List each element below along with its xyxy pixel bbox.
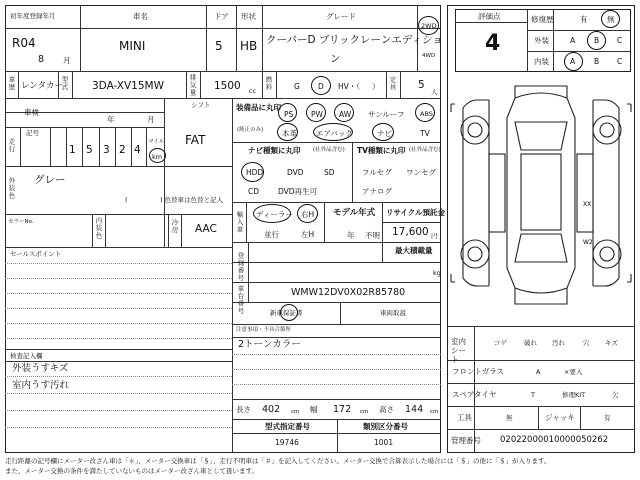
interior-sheet-label: 室内シート xyxy=(451,337,466,364)
nav-cd: CD xyxy=(248,187,260,196)
equipment-label: 装備品に丸印 xyxy=(236,103,281,112)
fuel-close: ） xyxy=(372,82,380,91)
score-label: 評価点 xyxy=(478,12,501,21)
load-unit: kg xyxy=(433,269,441,277)
sheet-hole: 穴 xyxy=(583,339,590,347)
nav-label: ナビ種類に丸印 xyxy=(248,146,301,155)
doc-manual: 車両取説 xyxy=(380,309,406,317)
color-no-label: カラーNo. xyxy=(8,219,34,225)
tv-fullseg: フルセグ xyxy=(362,168,392,177)
import-right: 右H xyxy=(301,210,315,219)
model-year-unknown: 不明 xyxy=(365,231,380,240)
equip-pw: PW xyxy=(311,110,323,119)
jack-value: 有 xyxy=(604,414,611,422)
nav-dvd-play: DVD再生可 xyxy=(278,187,318,196)
import-dealer-circle xyxy=(253,204,291,223)
reg-no-label: 登録番号 xyxy=(236,252,245,282)
repair-yes: 有 xyxy=(580,15,588,24)
car-damage-diagram xyxy=(449,78,633,318)
nav-sd: SD xyxy=(324,168,335,177)
grade-line1: クーパーD ブリックレーンエディショ xyxy=(266,34,443,46)
usage-label: 車歴 xyxy=(7,76,16,91)
displacement: 1500 xyxy=(214,80,241,92)
tools-value: 無 xyxy=(506,414,513,422)
car-name-label: 車名 xyxy=(133,12,148,21)
len-value: 402 xyxy=(262,404,281,415)
capacity-label: 定員 xyxy=(388,76,397,91)
equip-ps: PS xyxy=(284,110,294,119)
repair-no: 無 xyxy=(607,15,615,24)
mileage-label: 走行 xyxy=(7,138,16,153)
height-unit: cm xyxy=(430,409,439,415)
shape-value: HB xyxy=(240,39,258,53)
mileage-unit-km: km xyxy=(152,153,163,161)
inspector-line-1: 外装うすキズ xyxy=(12,363,69,374)
reg-month-unit: 月 xyxy=(63,56,71,65)
repair-label: 修復歴 xyxy=(531,15,554,24)
width-label: 幅 xyxy=(310,405,318,414)
shift-value: FAT xyxy=(185,133,206,147)
class-value: 1001 xyxy=(374,438,394,447)
interior-label: 内装色 xyxy=(94,217,103,240)
mileage-digit-5: 4 xyxy=(134,144,141,156)
footer-line-1: 走行距離の記号欄にメーター改ざん車は「＊」、メーター交換車は「＄」、走行不明車は「＃」を記入してください。メーター交換で合算表示した場合には「＄」の他に「＄」が入ります。 xyxy=(5,457,551,465)
equip-navi-circle xyxy=(372,123,394,141)
cc-unit: cc xyxy=(249,87,257,95)
sheet-tear: 破れ xyxy=(524,339,537,347)
height-value: 144 xyxy=(405,404,424,415)
mileage-digit-2: 5 xyxy=(86,144,93,156)
load-label: 最大積載量 xyxy=(395,246,433,255)
fuel-hv: HV・（ xyxy=(338,82,361,91)
import-right-circle xyxy=(297,204,318,223)
equipment-sub: (純正のみ) xyxy=(237,127,264,133)
usage-value: レンタカー xyxy=(21,81,63,91)
equip-leather: 本革 xyxy=(282,129,297,138)
mileage-digit-label: 記号 xyxy=(26,129,39,137)
int-a: A xyxy=(570,57,576,66)
recycle-unit: 円 xyxy=(431,232,438,240)
model-value: 3DA-XV15MW xyxy=(92,80,164,92)
tv-oneseg: ワンセグ xyxy=(406,168,436,177)
equip-tv: TV xyxy=(420,129,430,138)
glass-a: A xyxy=(536,368,541,376)
equip-pw-circle xyxy=(306,103,326,122)
model-year-label: モデル年式 xyxy=(333,208,376,218)
score-value: 4 xyxy=(485,31,501,56)
type-cert-value: 19746 xyxy=(275,438,299,447)
import-label: 輸入車 xyxy=(235,211,244,234)
spare-missing: 欠 xyxy=(612,391,619,399)
reg-month: 8 xyxy=(38,54,45,65)
equip-aw: AW xyxy=(339,110,352,119)
nav-dvd: DVD xyxy=(287,168,304,177)
shape-label: 形状 xyxy=(241,12,256,21)
height-label: 高さ xyxy=(379,405,394,414)
width-value: 172 xyxy=(333,404,352,415)
mileage-unit-mile: マイル xyxy=(148,139,165,145)
equip-abs: ABS xyxy=(420,110,433,118)
int-a-circle xyxy=(564,52,583,71)
ext-label: 外装 xyxy=(534,36,549,45)
sheet-scratch: キズ xyxy=(605,339,618,347)
ac-label: 冷房 xyxy=(170,219,179,234)
import-parallel: 並行 xyxy=(264,230,279,239)
model-label: 型式 xyxy=(60,76,69,91)
color-label: 外装色 xyxy=(7,177,16,200)
reg-year: R04 xyxy=(12,36,36,50)
drive-4wd: 4WD xyxy=(422,53,436,59)
equip-navi: ナビ xyxy=(377,129,392,138)
ext-b-circle xyxy=(587,31,606,50)
glass-replace: ×要入 xyxy=(564,368,583,376)
tv-analog: アナログ xyxy=(362,187,392,196)
tv-sub: (社外品含む) xyxy=(409,147,441,153)
spare-label: スペアタイヤ xyxy=(452,390,497,399)
fuel-g: G xyxy=(294,82,300,91)
color-note: ( ) 色替車は色替と記入 xyxy=(125,196,224,204)
fuel-d-circle xyxy=(311,76,331,95)
special-label: 注意事項・不具合箇所 xyxy=(236,327,292,333)
sales-point-label: セールスポイント xyxy=(10,250,62,258)
diagram-mark-w2: W2 xyxy=(583,239,593,246)
mgmt-value: 02022000010000050262 xyxy=(500,435,609,445)
tools-label: 工具 xyxy=(457,413,472,422)
ac-value: AAC xyxy=(195,223,217,235)
capacity-value: 5 xyxy=(418,79,425,91)
car-name: MINI xyxy=(119,39,146,53)
int-b: B xyxy=(594,57,600,66)
ext-b: B xyxy=(594,36,600,45)
equip-aw-circle xyxy=(334,103,354,122)
equip-leather-circle xyxy=(277,123,298,141)
import-left: 左H xyxy=(301,230,315,239)
form-frame-left xyxy=(5,5,441,453)
inspection-month: 月 xyxy=(147,115,155,124)
shift-label: シフト xyxy=(191,101,211,109)
inspection-year: 年 xyxy=(107,115,115,124)
type-cert-label: 型式指定番号 xyxy=(265,422,310,431)
spare-kit: 修理KIT xyxy=(562,391,586,399)
equip-airbag-circle xyxy=(313,123,353,141)
footer-line-2: また、メーター交換の条件を満たしていないものはメーター改ざん車として扱います。 xyxy=(5,467,258,475)
grade-line2: ン xyxy=(330,53,341,65)
equip-ps-circle xyxy=(278,103,297,122)
mileage-digit-3: 3 xyxy=(103,144,110,156)
width-unit: cm xyxy=(360,409,369,415)
mileage-digit-1: 1 xyxy=(69,144,76,156)
grade-label: グレード xyxy=(326,12,356,21)
diagram-mark-xx: XX xyxy=(583,201,592,208)
glass-label: フロントガラス xyxy=(452,367,505,376)
inspection-label: 車検 xyxy=(24,108,39,117)
int-label: 内装 xyxy=(534,57,549,66)
sheet-stain: 汚れ xyxy=(552,339,565,347)
ext-c: C xyxy=(617,36,623,45)
tv-label: TV種類に丸印 xyxy=(357,146,406,155)
mileage-digit-4: 2 xyxy=(119,144,126,156)
class-label: 類別区分番号 xyxy=(363,422,408,431)
mgmt-label: 管理番号 xyxy=(451,436,481,445)
nav-hdd-circle xyxy=(241,162,264,182)
doc-warranty-circle xyxy=(280,304,298,321)
chassis-value: WMW12DV0X02R85780 xyxy=(291,287,406,298)
capacity-unit: 人 xyxy=(431,88,438,96)
int-c: C xyxy=(617,57,623,66)
chassis-label: 車台番号 xyxy=(236,285,245,315)
drive-2wd: 2WD xyxy=(421,22,437,30)
inspector-line-2: 室内うす汚れ xyxy=(12,380,70,391)
door-label: ドア xyxy=(214,12,229,21)
equip-abs-circle xyxy=(415,103,435,122)
nav-hdd: HDD xyxy=(246,168,264,177)
fuel-d: D xyxy=(318,82,324,91)
doc-warranty: 新車保証書 xyxy=(270,309,303,317)
inspector-label: 検査記入欄 xyxy=(10,352,43,360)
doors-value: 5 xyxy=(215,39,223,53)
drive-2wd-circle xyxy=(418,16,439,35)
disp-label: 排気量 xyxy=(188,74,197,97)
import-dealer: ディーラー xyxy=(256,210,293,219)
sheet-burn: コゲ xyxy=(494,339,507,347)
jack-label: ジャッキ xyxy=(545,413,575,422)
repair-no-circle xyxy=(601,10,620,28)
model-year-year: 年 xyxy=(347,231,355,240)
recycle-value: 17,600 xyxy=(392,226,429,238)
len-label: 長さ xyxy=(236,405,251,414)
len-unit: cm xyxy=(291,409,300,415)
special-value: 2トーンカラー xyxy=(238,339,301,350)
equip-airbag: エアバック xyxy=(316,129,353,138)
fuel-label: 燃料 xyxy=(264,76,273,91)
first-reg-label: 初年度登録年月 xyxy=(10,12,56,20)
ext-a: A xyxy=(570,36,576,45)
recycle-label: リサイクル預託金 xyxy=(386,208,445,217)
spare-t: T xyxy=(531,391,535,399)
km-circle xyxy=(149,148,166,163)
color-value: グレー xyxy=(34,174,66,186)
equip-sunroof: サンルーフ xyxy=(368,110,405,119)
nav-sub: (社外品含む) xyxy=(313,147,345,153)
